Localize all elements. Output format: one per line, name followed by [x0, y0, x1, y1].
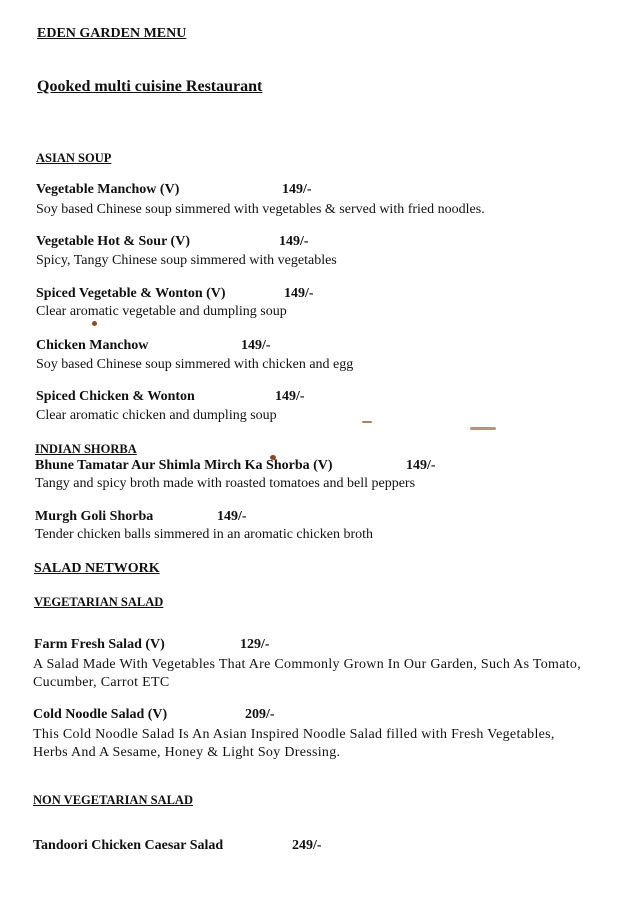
- item-name: Vegetable Hot & Sour (V): [36, 234, 190, 249]
- item-description: Soy based Chinese soup simmered with vegetables & served with fried noodles.: [36, 202, 485, 217]
- item-price: 149/-: [217, 509, 247, 524]
- item-name: Chicken Manchow: [36, 338, 149, 353]
- paper-speck: [92, 321, 97, 326]
- item-name: Murgh Goli Shorba: [35, 509, 154, 524]
- subsection-heading-vegetarian: VEGETARIAN SALAD: [34, 595, 164, 609]
- item-name: Farm Fresh Salad (V): [34, 637, 165, 652]
- item-price: 129/-: [240, 637, 270, 652]
- item-price: 149/-: [275, 389, 305, 404]
- item-name: Bhune Tamatar Aur Shimla Mirch Ka Shorba (V): [35, 458, 333, 473]
- item-price: 149/-: [406, 458, 436, 473]
- item-description: Soy based Chinese soup simmered with chicken and egg: [36, 357, 354, 372]
- item-name: Cold Noodle Salad (V): [33, 707, 168, 722]
- section-heading-salad-network: SALAD NETWORK: [34, 561, 160, 576]
- paper-speck: [362, 421, 372, 423]
- section-heading-indian-shorba: INDIAN SHORBA: [35, 442, 137, 456]
- item-description: Clear aromatic chicken and dumpling soup: [36, 408, 277, 423]
- item-price: 149/-: [284, 286, 314, 301]
- restaurant-name: Qooked multi cuisine Restaurant: [37, 78, 263, 95]
- item-price: 209/-: [245, 707, 275, 722]
- item-price: 149/-: [282, 182, 312, 197]
- item-name: Vegetable Manchow (V): [36, 182, 180, 197]
- item-name: Spiced Chicken & Wonton: [36, 389, 195, 404]
- item-description: Tangy and spicy broth made with roasted tomatoes and bell peppers: [35, 476, 416, 491]
- item-price: 249/-: [292, 838, 322, 853]
- section-heading-asian-soup: ASIAN SOUP: [36, 151, 112, 165]
- item-description: Clear aromatic vegetable and dumpling soup: [36, 304, 287, 319]
- item-price: 149/-: [279, 234, 309, 249]
- item-description: Spicy, Tangy Chinese soup simmered with vegetables: [36, 253, 337, 268]
- subsection-heading-non-vegetarian: NON VEGETARIAN SALAD: [33, 793, 193, 807]
- item-name: Spiced Vegetable & Wonton (V): [36, 286, 226, 301]
- item-name: Tandoori Chicken Caesar Salad: [33, 838, 224, 853]
- item-description: A Salad Made With Vegetables That Are Commonly Grown In Our Garden, Such As Tomato, Cucumber, Carrot ETC: [33, 657, 582, 690]
- menu-title: EDEN GARDEN MENU: [37, 26, 187, 41]
- item-description: Tender chicken balls simmered in an aromatic chicken broth: [35, 527, 374, 542]
- item-price: 149/-: [241, 338, 271, 353]
- paper-speck: [470, 427, 496, 430]
- item-description: This Cold Noodle Salad Is An Asian Inspired Noodle Salad filled with Fresh Vegetables, Herbs And A Sesame, Honey & Light Soy Dressing.: [33, 727, 555, 760]
